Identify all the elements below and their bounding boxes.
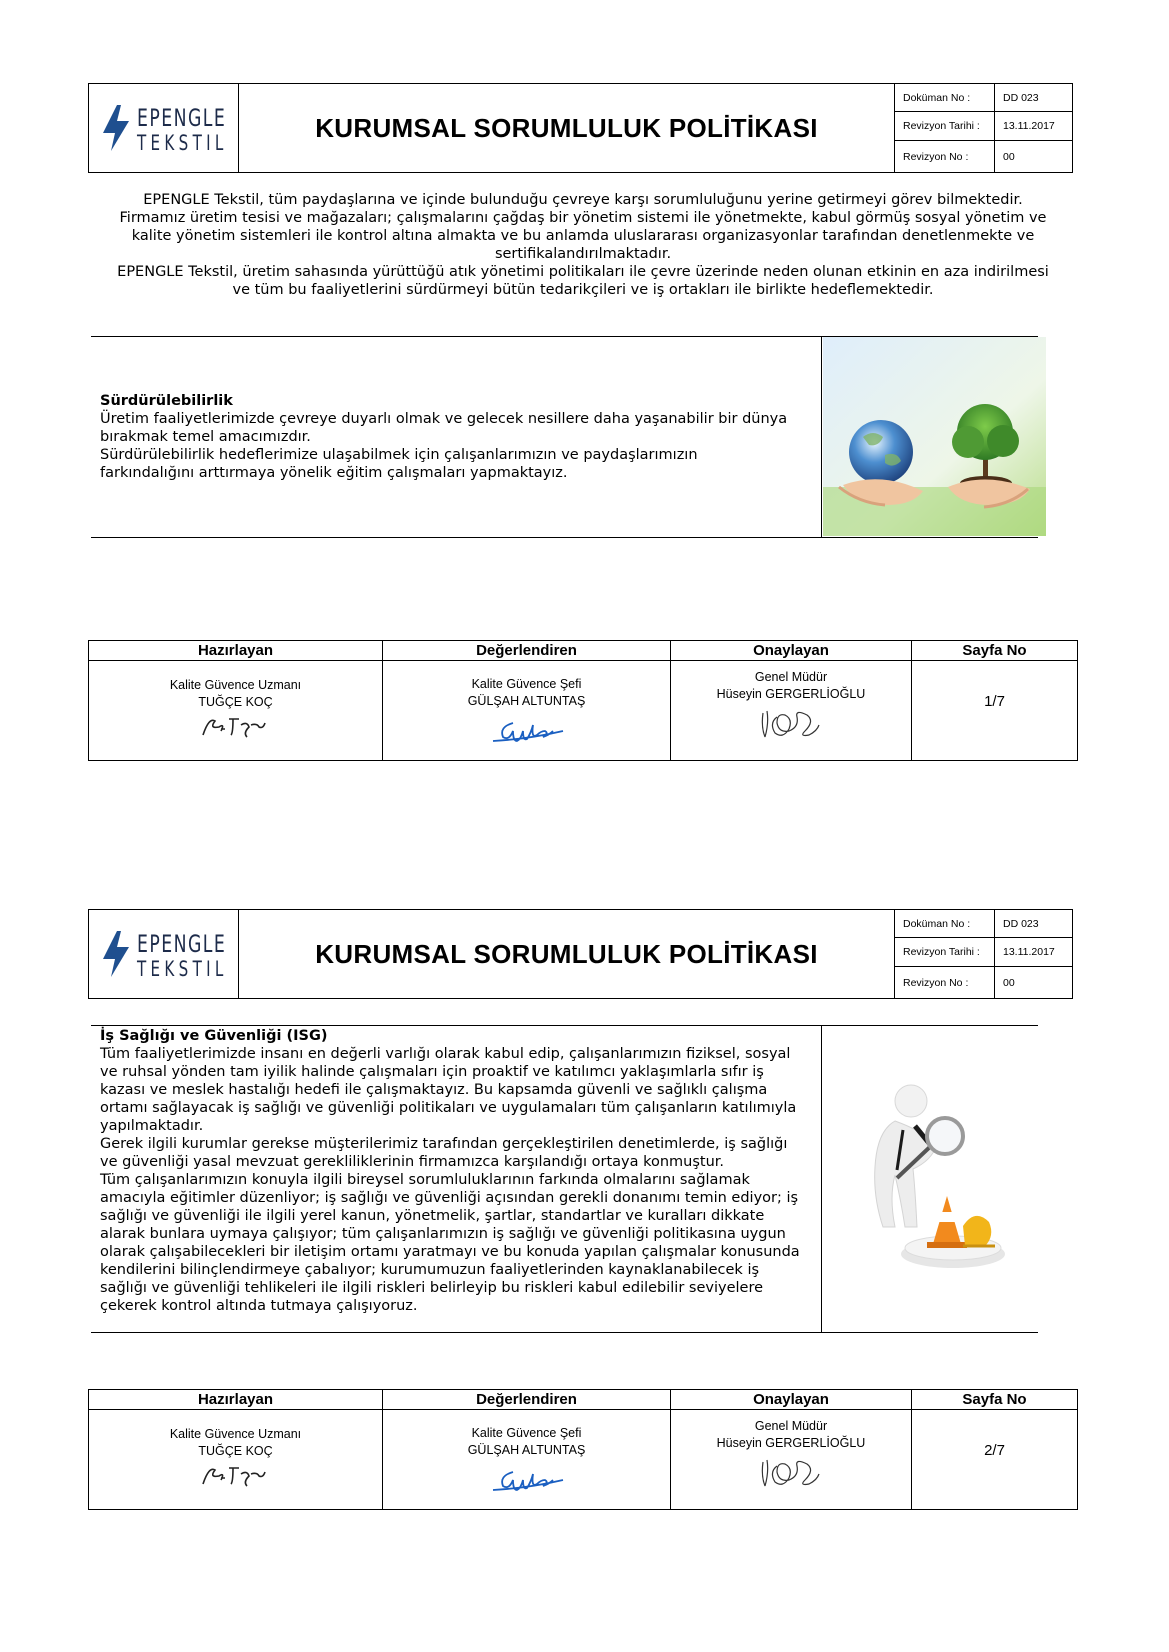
approved-name: Hüseyin GERGERLİOĞLU [716, 1436, 866, 1450]
intro-text [108, 191, 1058, 299]
prepared-name: TUĞÇE KOÇ [198, 695, 273, 709]
page-number-column [912, 1390, 1077, 1509]
rev-no-label: Revizyon No : [895, 141, 995, 172]
prepared-column [89, 1390, 383, 1509]
rev-no-value: 00 [1003, 150, 1015, 163]
rev-date-value: 13.11.2017 [1003, 946, 1055, 958]
header-title-cell [239, 910, 894, 998]
evaluated-name: GÜLŞAH ALTUNTAŞ [467, 694, 586, 708]
approved-header: Onaylayan [671, 641, 911, 661]
approval-footer-table [88, 640, 1078, 761]
evaluated-signature [491, 715, 565, 745]
approved-role: Genel Müdür [754, 670, 828, 684]
prepared-header: Hazırlayan [89, 641, 382, 661]
evaluated-signature [491, 1464, 565, 1494]
lightning-bolt-icon [103, 931, 129, 977]
evaluated-header: Değerlendiren [383, 1390, 670, 1410]
approved-header: Onaylayan [671, 1390, 911, 1410]
doc-no-value: DD 023 [1003, 91, 1039, 104]
header-title-cell [239, 84, 894, 172]
doc-no-label: Doküman No : [895, 910, 995, 937]
section-paragraph-1: Üretim faaliyetlerimizde çevreye duyarlı olmak ve gelecek nesillere daha yaşanabilir bir dünya bırakmak temel amacımızdır. [100, 411, 788, 445]
intro-paragraph-3: EPENGLE Tekstil, üretim sahasında yürüttüğü atık yönetimi politikaları ile çevre üzerinde neden olunan etkinin en aza indirilmesi ve tüm bu faaliyetlerini sürdürmeyi bütün tedarikçileri ve iş ortakları ile birlikte hedeflemektedir. [117, 264, 1049, 298]
approved-signature [759, 1456, 821, 1492]
document-header [88, 909, 1073, 999]
prepared-signature [199, 1462, 267, 1488]
rev-no-value: 00 [1003, 976, 1015, 989]
lightning-bolt-icon [103, 105, 129, 151]
evaluated-column [383, 641, 671, 760]
page-number-header: Sayfa No [912, 641, 1077, 661]
company-logo [89, 910, 239, 998]
approved-role: Genel Müdür [754, 1419, 828, 1433]
section-heading: İş Sağlığı ve Güvenliği (ISG) [100, 1028, 328, 1044]
sustainability-text [100, 392, 790, 482]
section-paragraph-2: Sürdürülebilirlik hedeflerimize ulaşabilmek için çalışanlarımızın ve paydaşlarımızın farkındalığını arttırmaya yönelik eğitim çalışmaları yapmaktayız. [100, 447, 698, 481]
page-number: 1/7 [984, 693, 1005, 710]
section-paragraph-2: Gerek ilgili kurumlar gerekse müşterilerimiz tarafından gerçekleştirilen denetimlerde, iş sağlığı ve güvenliği yasal mevzuat gerekliliklerinin firmamızca karşılandığı ortaya konmuştur. [100, 1136, 788, 1170]
rev-date-value: 13.11.2017 [1003, 120, 1055, 132]
section-divider [821, 1026, 822, 1332]
document-page-2 [0, 826, 1169, 1652]
prepared-name: TUĞÇE KOÇ [198, 1444, 273, 1458]
approved-signature [759, 707, 821, 743]
meta-row-rev-no [895, 141, 1073, 172]
meta-row-doc-no [895, 84, 1073, 112]
approved-name: Hüseyin GERGERLİOĞLU [716, 687, 866, 701]
section-paragraph-1: Tüm faaliyetlerimizde insanı en değerli varlığı olarak kabul edip, çalışanlarımızın fiziksel, sosyal ve ruhsal yönden tam iyilik halinde çalışmaları için proaktif ve katılımcı yaklaşımlarla sıfır iş kazası ve meslek hastalığı hedefi ile çalışmaktayız. Bu kapsamda güvenli ve sağlıklı çalışma ortamı sağlayacak iş sağlığı ve güvenliği politikaları ve uygulamaları tüm çalışanların katılımıyla yapılmaktadır. [100, 1046, 797, 1134]
page-number: 2/7 [984, 1442, 1005, 1459]
health-safety-text [100, 1027, 800, 1315]
doc-no-value: DD 023 [1003, 917, 1039, 930]
safety-inspector-with-magnifier-image [823, 1026, 1046, 1331]
approved-column [671, 641, 912, 760]
intro-paragraph-1: EPENGLE Tekstil, tüm paydaşlarına ve içinde bulunduğu çevreye karşı sorumluluğunu yerine getirmeyi görev bilmektedir. [143, 192, 1023, 208]
evaluated-column [383, 1390, 671, 1509]
earth-and-tree-in-hands-image [823, 337, 1046, 536]
page-number-header: Sayfa No [912, 1390, 1077, 1410]
intro-paragraph-2: Firmamız üretim tesisi ve mağazaları; çalışmalarını çağdaş bir yönetim sistemi ile yönetmekte, kabul görmüş sosyal yönetim ve kalite yönetim sistemleri ile kontrol altına almakta ve bu anlamda uluslararası organizasyonlar tarafından denetlenmekte ve sertifikalandırılmaktadır. [119, 210, 1047, 262]
document-meta-table [894, 84, 1073, 172]
evaluated-header: Değerlendiren [383, 641, 670, 661]
prepared-role: Kalite Güvence Uzmanı [169, 678, 302, 692]
document-meta-table [894, 910, 1073, 998]
doc-no-label: Doküman No : [895, 84, 995, 111]
section-heading: Sürdürülebilirlik [100, 393, 233, 409]
approved-column [671, 1390, 912, 1509]
page-number-column [912, 641, 1077, 760]
logo-wordmark-bottom: TEKSTIL [137, 957, 228, 981]
company-logo [89, 84, 239, 172]
section-paragraph-3: Tüm çalışanlarımızın konuyla ilgili bireysel sorumluluklarının farkında olmalarını sağlamak amacıyla eğitimler düzenliyor; iş sağlığı ve güvenliği açısından gerekli donanımı temin ediyor; iş sağlığı ve güvenliği ile ilgili yerel kanun, yönetmelik, şartlar, standartlar ve kuralları dikkate alarak bunlara uymaya çalışıyor; tüm çalışanlarımızın iş sağlığı ve güvenliği politikasına uygun olarak çalışabilecekleri bir iletişim ortamı yaratmayı ve bu konuda yapılan çalışmalar konusunda kendilerini bilinçlendirmeye çabalıyor; kurumumuzun faaliyetlerinden kaynaklanabilecek iş sağlığı ve güvenliği tehlikeleri ile ilgili riskleri belirleyip bu riskleri kabul edilebilir seviyelere çekerek kontrol altında tutmaya çalışıyoruz. [100, 1172, 800, 1314]
document-title: KURUMSAL SORUMLULUK POLİTİKASI [315, 938, 818, 969]
logo-wordmark-bottom: TEKSTIL [137, 131, 228, 155]
sustainability-section [91, 336, 1038, 538]
meta-row-rev-no [895, 967, 1073, 998]
logo-wordmark-top: EPENGLE [137, 930, 227, 958]
evaluated-role: Kalite Güvence Şefi [471, 677, 582, 691]
prepared-role: Kalite Güvence Uzmanı [169, 1427, 302, 1441]
approval-footer-table [88, 1389, 1078, 1510]
logo-wordmark-top: EPENGLE [137, 104, 227, 132]
health-safety-section [91, 1025, 1038, 1333]
rev-no-label: Revizyon No : [895, 967, 995, 998]
rev-date-label: Revizyon Tarihi : [895, 938, 995, 966]
evaluated-name: GÜLŞAH ALTUNTAŞ [467, 1443, 586, 1457]
prepared-column [89, 641, 383, 760]
meta-row-rev-date [895, 938, 1073, 967]
prepared-signature [199, 713, 267, 739]
rev-date-label: Revizyon Tarihi : [895, 112, 995, 140]
prepared-header: Hazırlayan [89, 1390, 382, 1410]
evaluated-role: Kalite Güvence Şefi [471, 1426, 582, 1440]
meta-row-rev-date [895, 112, 1073, 141]
section-divider [821, 337, 822, 537]
meta-row-doc-no [895, 910, 1073, 938]
document-title: KURUMSAL SORUMLULUK POLİTİKASI [315, 112, 818, 143]
document-header [88, 83, 1073, 173]
